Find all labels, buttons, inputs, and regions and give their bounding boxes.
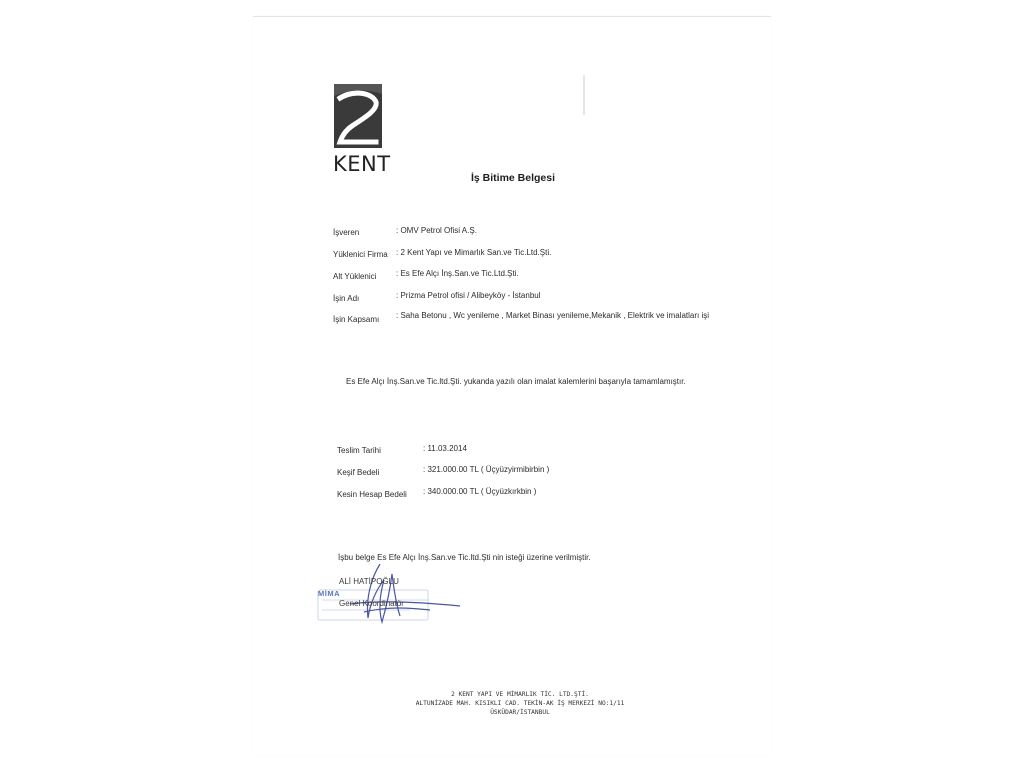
field-value: : 2 Kent Yapı ve Mimarlık San.ve Tic.Ltd.Şti. [396,248,552,257]
field-label: Teslim Tarihi [337,446,381,455]
field-label: İşveren [333,228,360,237]
footer-city: ÜSKÜDAR/İSTANBUL [490,709,550,716]
field-value: : Prizma Petrol ofisi / Alibeyköy - İstanbul [396,291,541,300]
field-value: : Saha Betonu , Wc yenileme , Market Binası yenileme,Mekanik , Elektrik ve imalatları işi [396,311,710,320]
field-label: Keşif Bedeli [337,468,380,477]
signer-name: ALİ HATİPOĞLU [339,577,399,586]
field-value: : Es Efe Alçı İnş.San.ve Tic.Ltd.Şti. [396,269,519,278]
company-stamp: MİMA [318,589,340,598]
field-value: : OMV Petrol Ofisi A.Ş. [396,226,477,235]
signature-icon [310,560,470,630]
field-value: : 321.000.00 TL ( Üçyüzyirmibirbin ) [423,465,550,474]
completion-statement: Es Efe Alçı İnş.San.ve Tic.ltd.Şti. yukanda yazılı olan imalat kalemlerini başarıyla tamamlamıştır. [346,377,686,386]
field-row-contractor [333,248,552,259]
field-label: Yüklenici Firma [333,250,388,259]
field-label: İşin Adı [333,294,360,303]
logo-wordmark: KENT [333,152,391,176]
field-row-subcontractor [333,269,519,281]
delivery-row-final-amount [337,487,537,499]
delivery-row-date [337,444,467,455]
footer-company-name: 2 KENT YAPI VE MİMARLIK TİC. LTD.ŞTİ. [451,691,589,698]
footer-address: ALTUNİZADE MAH. KISIKLI CAD. TEKİN-AK İŞ MERKEZİ NO:1/11 [415,700,625,707]
signer-title: Genel Koordinatör [339,599,404,608]
field-value: : 11.03.2014 [423,444,467,453]
kent-logo-icon [334,84,382,148]
issuance-note: İşbu belge Es Efe Alçı İnş.San.ve Tic.ltd.Şti nin isteği üzerine verilmiştir. [338,553,591,562]
field-label: İşin Kapsamı [333,315,380,324]
field-row-job-name [333,291,541,303]
company-footer [400,690,640,717]
delivery-row-estimate [337,465,550,477]
field-label: Kesin Hesap Bedeli [337,490,407,499]
field-row-job-scope [333,311,710,324]
field-label: Alt Yüklenici [333,272,377,281]
document-title: İş Bitime Belgesi [471,172,556,184]
scan-speck [581,75,587,115]
field-value: : 340.000.00 TL ( Üçyüzkırkbin ) [423,487,537,496]
field-row-employer [333,226,477,237]
